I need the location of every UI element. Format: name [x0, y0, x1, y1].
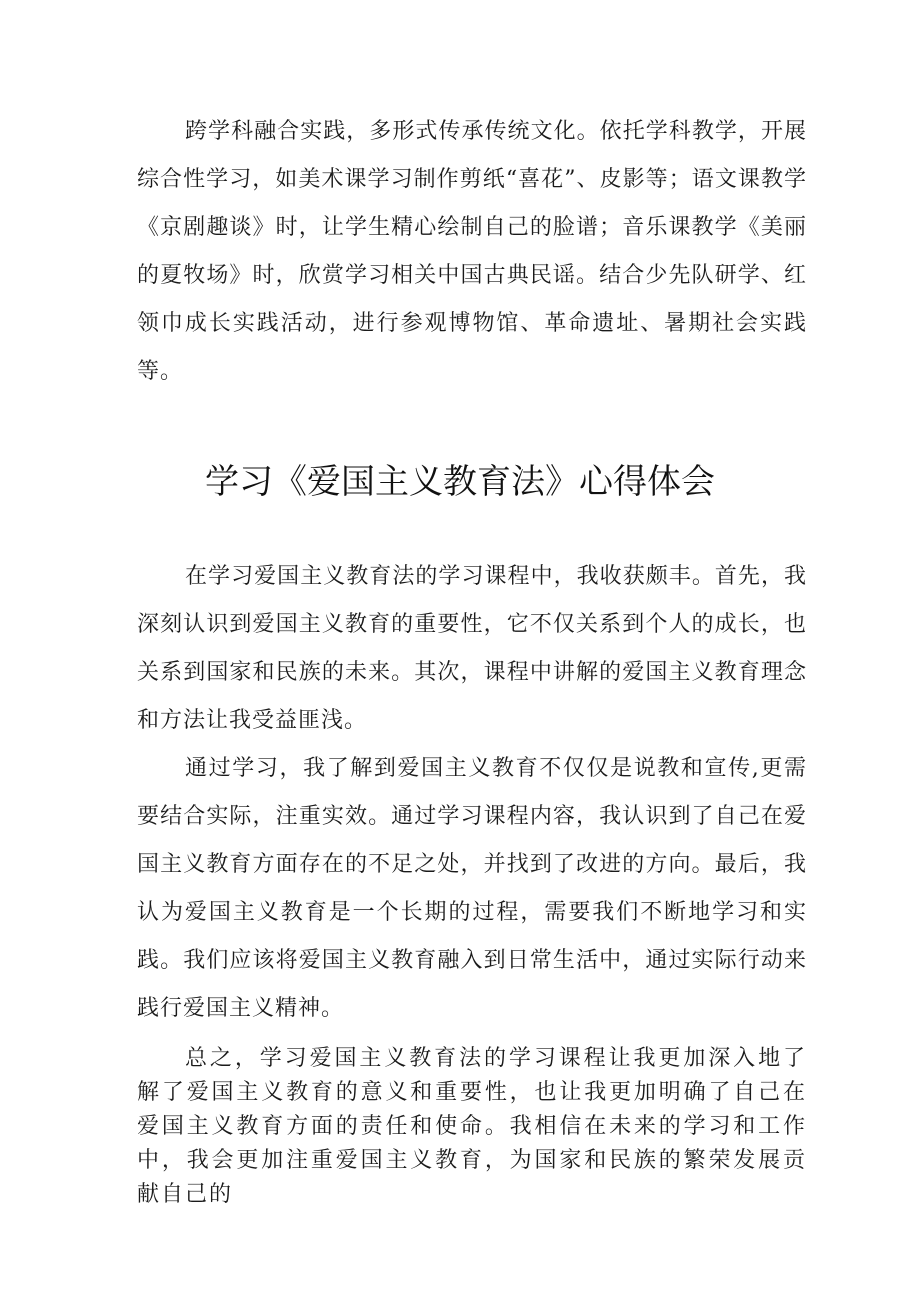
body-paragraph-1: 在学习爱国主义教育法的学习课程中，我收获颇丰。首先，我深刻认识到爱国主义教育的重要性，它不仅关系到个人的成长，也关系到国家和民族的未来。其次，课程中讲解的爱国主义教育理念和方法让我受益匪浅。	[137, 564, 807, 733]
intro-paragraph: 跨学科融合实践，多形式传承传统文化。依托学科教学，开展综合性学习，如美术课学习制作剪纸“喜花”、皮影等；语文课教学《京剧趣谈》时，让学生精心绘制自己的脸谱；音乐课教学《美丽的夏牧场》时，欣赏学习相关中国古典民谣。结合少先队研学、红领巾成长实践活动，进行参观博物馆、革命遗址、暑期社会实践等。	[137, 119, 807, 384]
document-title: 学习《爱国主义教育法》心得体会	[205, 462, 715, 502]
body-paragraph-2: 通过学习，我了解到爱国主义教育不仅仅是说教和宣传,更需要结合实际，注重实效。通过学习课程内容，我认识到了自己在爱国主义教育方面存在的不足之处，并找到了改进的方向。最后，我认为爱国主义教育是一个长期的过程，需要我们不断地学习和实践。我们应该将爱国主义教育融入到日常生活中，通过实际行动来践行爱国主义精神。	[137, 756, 807, 1021]
body-paragraph-3: 总之，学习爱国主义教育法的学习课程让我更加深入地了解了爱国主义教育的意义和重要性，也让我更加明确了自己在爱国主义教育方面的责任和使命。我相信在未来的学习和工作中，我会更加注重爱国主义教育，为国家和民族的繁荣发展贡献自己的	[137, 1046, 807, 1207]
